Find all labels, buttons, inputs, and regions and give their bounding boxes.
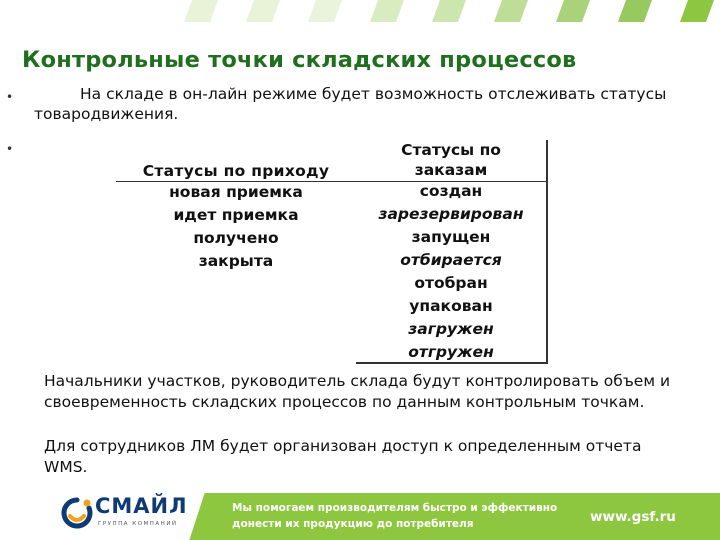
incoming-status: закрыта [198, 252, 274, 270]
stripe [308, 0, 342, 22]
smile-logo-icon [60, 496, 94, 532]
status-table [116, 140, 548, 364]
intro-text: На складе в он-лайн режиме будет возможность отслеживать статусы товародвижения. [34, 85, 667, 123]
stripe [494, 0, 528, 22]
table-border-right [546, 140, 548, 364]
incoming-status: новая приемка [169, 183, 303, 201]
stripe [184, 0, 218, 22]
order-status: запущен [411, 228, 491, 246]
stripe [370, 0, 404, 22]
order-status: отгружен [408, 343, 494, 361]
footer-slogan-line: Мы помогаем производителям быстро и эффективно [232, 502, 558, 514]
incoming-header: Статусы по приходу [142, 162, 330, 180]
stripe [680, 0, 714, 22]
stripe [618, 0, 652, 22]
stripe [556, 0, 590, 22]
order-status: отбирается [400, 251, 502, 269]
bullet-marker: • [6, 142, 14, 156]
orders-header-line: заказам [414, 161, 488, 179]
stripe [246, 0, 280, 22]
orders-header [356, 140, 546, 180]
slide-title: Контрольные точки складских процессов [22, 47, 577, 73]
logo-subtitle: ГРУППА КОМПАНИЙ [98, 521, 178, 527]
order-status: зарезервирован [378, 205, 524, 223]
company-logo [60, 496, 200, 536]
stripe [432, 0, 466, 22]
orders-header-line: Статусы по [401, 141, 501, 159]
bullet-marker: • [6, 90, 14, 104]
logo-wordmark: СМАЙЛ [95, 494, 188, 518]
incoming-status-column [116, 162, 356, 273]
footer-slogan-line: донести их продукцию до потребителя [232, 518, 474, 530]
access-paragraph: Для сотрудников ЛМ будет организован доступ к определенным отчета WMS. [44, 437, 642, 476]
incoming-status: получено [193, 229, 279, 247]
order-status-column [356, 140, 546, 364]
control-paragraph: Начальники участков, руководитель склада будут контролировать объем и своевременность складских процессов по данным контрольным точкам. [44, 372, 671, 411]
footer-slogan [232, 500, 562, 532]
order-status: отобран [414, 274, 488, 292]
order-status: загружен [408, 320, 494, 338]
order-status: создан [419, 182, 483, 200]
order-status: упакован [409, 297, 493, 315]
incoming-status: идет приемка [173, 206, 299, 224]
footer-url-link[interactable]: www.gsf.ru [590, 509, 676, 525]
top-decorative-stripes [0, 0, 720, 22]
